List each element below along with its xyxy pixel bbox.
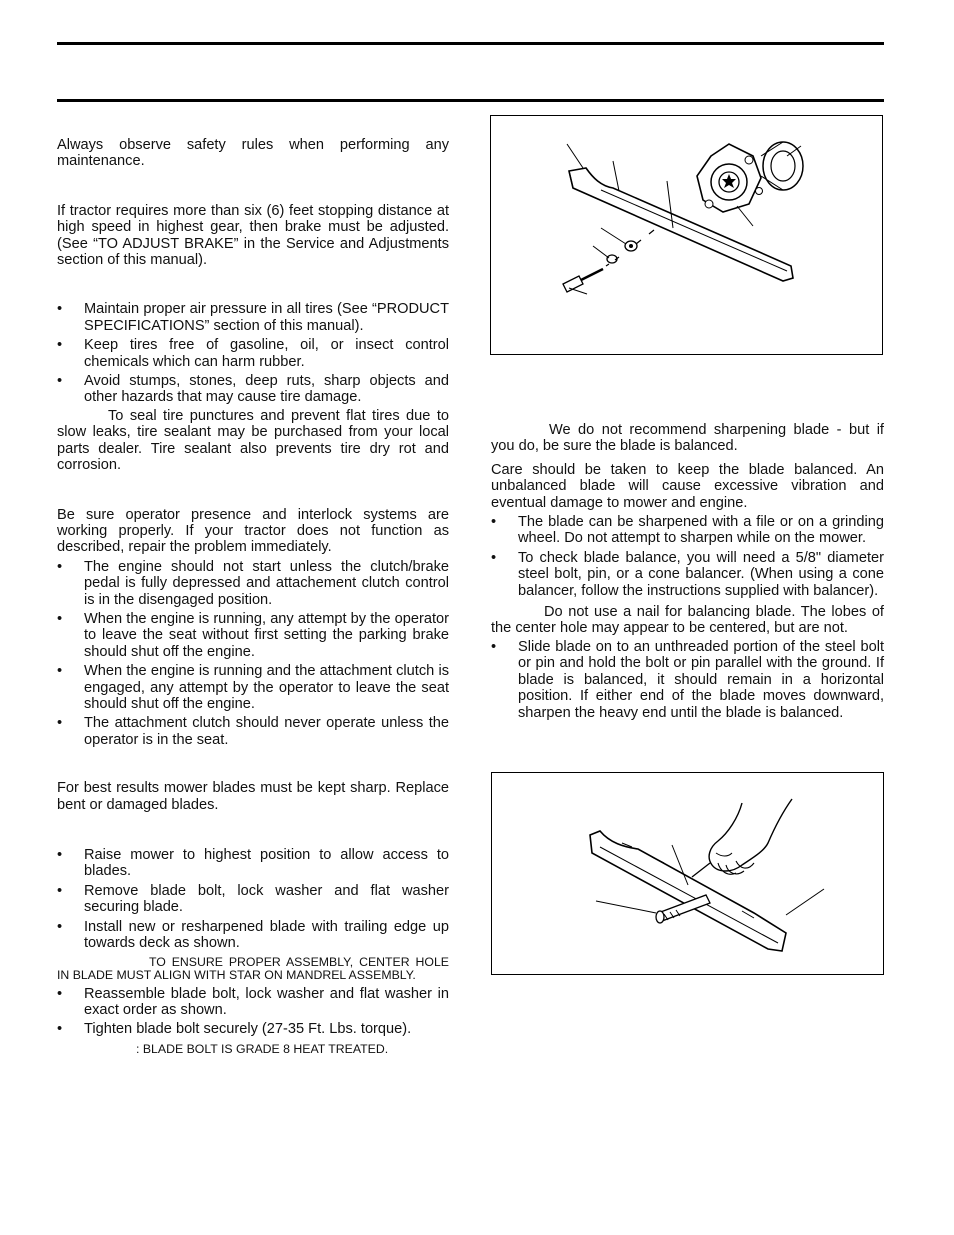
list-item: • Tighten blade bolt securely (27-35 Ft. Lbs. torque). — [57, 1021, 412, 1038]
note-blade-bolt: : BLADE BOLT IS GRADE 8 HEAT TREATED. — [136, 1041, 389, 1056]
balance-list — [491, 639, 884, 721]
blade-balancing-illustration — [492, 773, 883, 974]
figure-blade-balancing — [491, 772, 884, 975]
para-safety: Always observe safety rules when performing any maintenance. — [57, 137, 449, 170]
para-care: Care should be taken to keep the blade balanced. An unbalanced blade will cause excessive vibration and eventual damage to mower and engine. — [491, 461, 884, 511]
header-rule-top — [57, 42, 884, 45]
para-brake: If tractor requires more than six (6) feet stopping distance at high speed in highest gear, then brake must be adjusted. (See “TO ADJUST BRAKE” in the Service and Adjustments section of this manual). — [57, 202, 449, 269]
list-item: • The blade can be sharpened with a file or on a grinding wheel. Do not attempt to sharpen while on the mower. — [491, 514, 884, 547]
para-sealant: To seal tire punctures and prevent flat tires due to slow leaks, tire sealant may be purchased from your local parts dealer. Tire sealant also prevents tire dry rot and corrosion. — [57, 407, 449, 474]
para-sharpen: We do not recommend sharpening blade - but if you do, be sure the blade is balanced. — [491, 422, 884, 455]
para-blades: For best results mower blades must be kept sharp. Replace bent or damaged blades. — [57, 780, 449, 813]
tires-list — [57, 301, 449, 405]
list-item: • Slide blade on to an unthreaded portion of the steel bolt or pin and hold the bolt or pin parallel with the ground. If blade is balanced, it should remain in a horizontal position. If either end of the blade moves downward, sharpen the heavy end until the blade is balanced. — [491, 638, 884, 721]
list-item: • To check blade balance, you will need a 5/8" diameter steel bolt, pin, or a cone balancer. (When using a cone balancer, follow the instructions supplied with balancer). — [491, 549, 884, 599]
para-nail: Do not use a nail for balancing blade. The lobes of the center hole may appear to be centered, but are not. — [491, 604, 884, 637]
list-item: • Avoid stumps, stones, deep ruts, sharp objects and other hazards that may cause tire damage. — [57, 373, 449, 406]
list-item: • Maintain proper air pressure in all tires (See “PRODUCT SPECIFICATIONS” section of this manual). — [57, 301, 449, 334]
list-item: • When the engine is running and the attachment clutch is engaged, any attempt by the operator to leave the seat should shut off the engine. — [57, 663, 449, 712]
remove-blade-list — [57, 847, 449, 951]
sharpen-list — [491, 514, 884, 599]
reassemble-list — [57, 986, 449, 1038]
list-item: • Keep tires free of gasoline, oil, or insect control chemicals which can harm rubber. — [57, 337, 449, 370]
note-center-hole: TO ENSURE PROPER ASSEMBLY, CENTER HOLE IN BLADE MUST ALIGN WITH STAR ON MANDREL ASSEMBLY. — [57, 955, 449, 983]
list-item: • Install new or resharpened blade with trailing edge up towards deck as shown. — [57, 918, 449, 952]
blade-mounting-illustration — [491, 116, 882, 354]
interlock-list — [57, 559, 449, 748]
list-item: • The engine should not start unless the clutch/brake pedal is fully depressed and attachement clutch control is in the disengaged position. — [57, 558, 449, 608]
para-interlock: Be sure operator presence and interlock systems are working properly. If your tractor does not function as described, repair the problem immediately. — [57, 506, 449, 556]
list-item: • Remove blade bolt, lock washer and flat washer securing blade. — [57, 882, 449, 916]
right-column — [491, 422, 884, 721]
list-item: • Raise mower to highest position to allow access to blades. — [57, 847, 449, 880]
list-item: • The attachment clutch should never operate unless the operator is in the seat. — [57, 715, 449, 748]
list-item: • Reassemble blade bolt, lock washer and flat washer in exact order as shown. — [57, 985, 449, 1019]
left-column — [57, 137, 449, 1055]
figure-blade-mounting — [490, 115, 883, 355]
header-rule-bottom — [57, 99, 884, 102]
list-item: • When the engine is running, any attempt by the operator to leave the seat without first setting the parking brake should shut off the engine. — [57, 610, 449, 660]
